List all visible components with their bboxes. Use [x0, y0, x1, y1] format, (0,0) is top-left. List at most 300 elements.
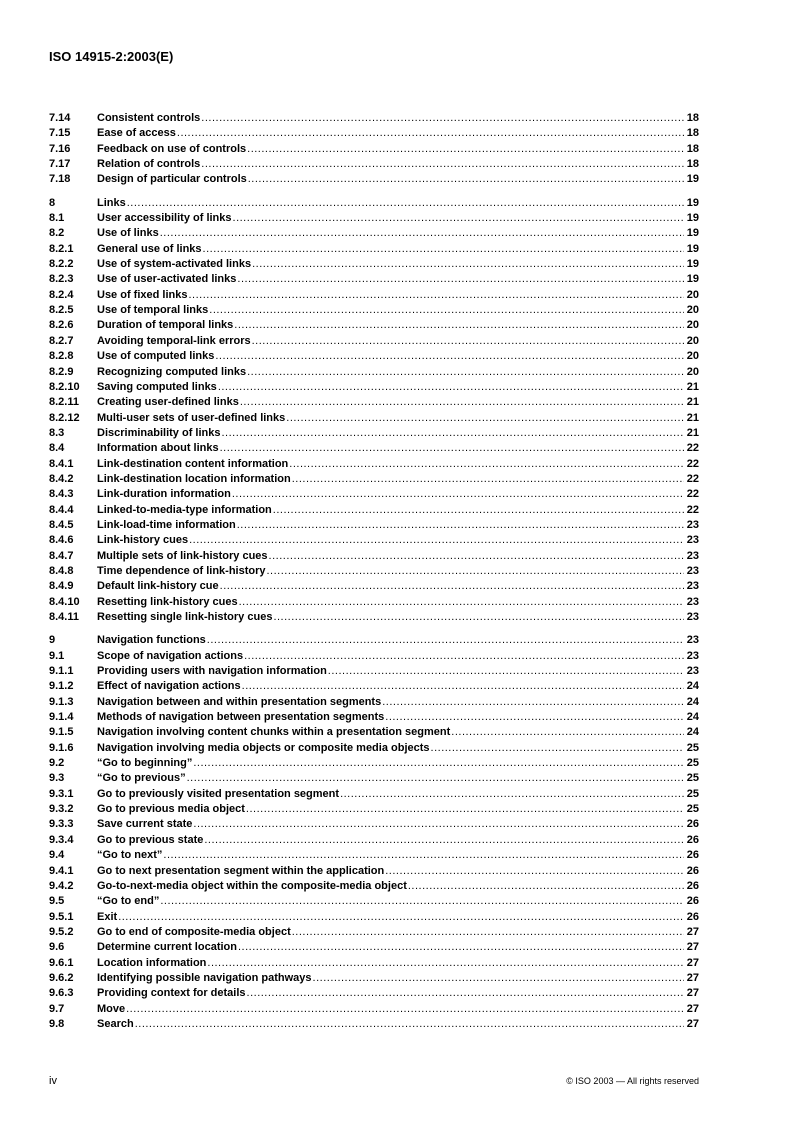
dot-leader [292, 925, 684, 940]
dot-leader [204, 833, 684, 848]
dot-leader [220, 441, 684, 456]
toc-entry-title: Methods of navigation between presentation segments [97, 711, 385, 724]
toc-entry-number: 9.3.4 [49, 833, 74, 846]
toc-entry-number: 8.2.8 [49, 350, 74, 363]
toc-entry-number: 8.4.3 [49, 488, 74, 501]
toc-entry-number: 9.1.1 [49, 665, 74, 678]
toc-entry-page: 19 [686, 212, 699, 225]
toc-entry-number: 9.1 [49, 649, 65, 662]
toc-entry-number: 8.4.10 [49, 595, 80, 608]
dot-leader [221, 426, 684, 441]
toc-entry-title: Link-history cues [97, 534, 189, 547]
toc-entry-number: 8.4.2 [49, 472, 74, 485]
toc-entry[interactable] [49, 771, 699, 786]
toc-entry-number: 9.1.3 [49, 695, 74, 708]
toc-entry-title: Go to previously visited presentation segment [97, 787, 340, 800]
toc-entry-number: 8.2.3 [49, 273, 74, 286]
toc-entry-title: Links [97, 196, 126, 209]
toc-entry-title: Location information [97, 956, 207, 969]
toc-entry-number: 8.2 [49, 227, 65, 240]
toc-entry-title: “Go to beginning” [97, 757, 193, 770]
dot-leader [247, 142, 684, 157]
toc-entry-number: 9.6.2 [49, 971, 74, 984]
toc-entry-title: Go to next presentation segment within the application [97, 864, 385, 877]
toc-entry-page: 20 [686, 365, 699, 378]
dot-leader [237, 272, 684, 287]
toc-entry[interactable] [49, 226, 699, 241]
toc-entry-title: User accessibility of links [97, 212, 232, 225]
toc-entry-page: 20 [686, 304, 699, 317]
toc-entry-page: 27 [686, 971, 699, 984]
toc-entry[interactable] [49, 242, 699, 257]
toc-entry-page: 18 [686, 127, 699, 140]
dot-leader [201, 111, 684, 126]
toc-entry[interactable] [49, 756, 699, 771]
page-number-footer: iv [49, 1075, 57, 1087]
toc-entry[interactable] [49, 971, 699, 986]
toc-entry[interactable] [49, 956, 699, 971]
toc-entry-page: 25 [686, 803, 699, 816]
toc-entry-number: 7.15 [49, 127, 71, 140]
toc-entry-title: Effect of navigation actions [97, 680, 241, 693]
toc-entry-number: 9.3 [49, 772, 65, 785]
dot-leader [135, 1017, 684, 1032]
toc-entry-number: 9.4 [49, 849, 65, 862]
toc-entry-number: 9 [49, 634, 56, 647]
toc-entry[interactable] [49, 564, 699, 579]
toc-entry-number: 9.1.4 [49, 711, 74, 724]
toc-entry-number: 9.1.6 [49, 741, 74, 754]
dot-leader [118, 910, 684, 925]
toc-entry-title: Recognizing computed links [97, 365, 247, 378]
toc-entry-page: 19 [686, 173, 699, 186]
toc-entry-title: Providing users with navigation information [97, 665, 327, 678]
toc-entry-title: Duration of temporal links [97, 319, 234, 332]
toc-entry-page: 26 [686, 818, 699, 831]
toc-entry-title: Feedback on use of controls [97, 142, 247, 155]
dot-leader [207, 956, 684, 971]
toc-entry[interactable] [49, 157, 699, 172]
toc-entry-number: 8.2.4 [49, 288, 74, 301]
toc-entry-number: 9.7 [49, 1002, 65, 1015]
toc-entry-page: 18 [686, 112, 699, 124]
toc-entry[interactable] [49, 741, 699, 756]
toc-entry-number: 9.5 [49, 895, 65, 908]
toc-entry-title: Design of particular controls [97, 173, 247, 186]
dot-leader [246, 802, 684, 817]
dot-leader [232, 487, 684, 502]
toc-entry-page: 25 [686, 757, 699, 770]
toc-entry[interactable] [49, 142, 699, 157]
toc-entry-number: 8.4.9 [49, 580, 74, 593]
dot-leader [248, 172, 684, 187]
toc-entry-page: 26 [686, 910, 699, 923]
dot-leader [244, 649, 684, 664]
toc-entry-title: Providing context for details [97, 987, 246, 1000]
toc-entry[interactable] [49, 925, 699, 940]
toc-entry-page: 21 [686, 380, 699, 393]
toc-entry-page: 19 [686, 196, 699, 209]
toc-entry-number: 9.8 [49, 1017, 65, 1030]
toc-entry-page: 26 [686, 895, 699, 908]
toc-entry-number: 8.2.12 [49, 411, 80, 424]
dot-leader [289, 457, 684, 472]
toc-entry[interactable] [49, 986, 699, 1001]
toc-entry-number: 7.14 [49, 112, 71, 124]
toc-entry-number: 8 [49, 196, 56, 209]
toc-entry-number: 9.6.1 [49, 956, 74, 969]
toc-entry-number: 8.4.11 [49, 611, 79, 623]
toc-entry[interactable] [49, 111, 699, 126]
toc-entry-title: Use of system-activated links [97, 258, 252, 271]
toc-entry[interactable] [49, 848, 699, 863]
toc-entry-title: “Go to next” [97, 849, 163, 862]
copyright-footer: © ISO 2003 — All rights reserved [566, 1076, 699, 1086]
toc-entry-number: 9.3.2 [49, 803, 74, 816]
toc-entry[interactable] [49, 817, 699, 832]
toc-entry-number: 9.6.3 [49, 987, 74, 1000]
toc-entry[interactable] [49, 196, 699, 211]
toc-entry[interactable] [49, 710, 699, 725]
toc-entry-page: 20 [686, 350, 699, 363]
toc-entry-title: Go to previous media object [97, 803, 245, 816]
toc-entry[interactable] [49, 395, 699, 410]
dot-leader [267, 564, 685, 579]
toc-entry-page: 23 [686, 534, 699, 547]
toc-entry-number: 8.3 [49, 426, 65, 439]
toc-entry-number: 9.6 [49, 941, 65, 954]
toc-entry-number: 9.1.2 [49, 680, 74, 693]
toc-entry-page: 20 [686, 288, 699, 301]
toc-entry-title: “Go to previous” [97, 772, 186, 785]
dot-leader [340, 787, 684, 802]
toc-entry-title: Link-destination content information [97, 457, 289, 470]
toc-entry-page: 25 [686, 787, 699, 800]
toc-entry[interactable] [49, 595, 699, 610]
toc-entry[interactable] [49, 633, 699, 648]
toc-entry-title: Navigation between and within presentation segments [97, 695, 382, 708]
toc-entry-page: 24 [686, 711, 699, 724]
dot-leader [451, 725, 684, 740]
toc-entry-title: Go-to-next-media object within the composite-media object [97, 879, 407, 892]
toc-entry-page: 21 [686, 426, 699, 439]
dot-leader [269, 549, 684, 564]
toc-entry-title: Ease of access [97, 127, 176, 140]
toc-entry[interactable] [49, 487, 699, 502]
toc-entry[interactable] [49, 695, 699, 710]
dot-leader [218, 380, 684, 395]
toc-entry-title: Link-destination location information [97, 472, 291, 485]
toc-entry-title: Saving computed links [97, 380, 217, 393]
toc-entry-page: 23 [686, 595, 699, 608]
toc-entry-title: Use of temporal links [97, 304, 209, 317]
toc-entry-page: 21 [686, 411, 699, 424]
toc-entry-number: 9.3.1 [49, 787, 74, 800]
dot-leader [193, 817, 684, 832]
dot-leader [242, 679, 684, 694]
toc-entry-number: 8.2.6 [49, 319, 74, 332]
toc-entry-title: Exit [97, 910, 118, 923]
toc-entry-page: 19 [686, 273, 699, 286]
dot-leader [313, 971, 684, 986]
toc-entry-page: 23 [686, 564, 699, 577]
toc-entry[interactable] [49, 649, 699, 664]
toc-entry-title: Resetting link-history cues [97, 595, 238, 608]
toc-entry[interactable] [49, 940, 699, 955]
toc-entry-page: 27 [686, 956, 699, 969]
toc-entry-title: General use of links [97, 242, 202, 255]
toc-entry-page: 19 [686, 227, 699, 240]
toc-entry[interactable] [49, 272, 699, 287]
toc-entry[interactable] [49, 679, 699, 694]
toc-entry-page: 24 [686, 695, 699, 708]
dot-leader [193, 756, 684, 771]
toc-entry-title: Discriminability of links [97, 426, 221, 439]
toc-entry[interactable] [49, 172, 699, 187]
toc-entry-page: 21 [686, 396, 699, 409]
toc-entry-title: Scope of navigation actions [97, 649, 244, 662]
dot-leader [187, 771, 684, 786]
toc-entry-title: Creating user-defined links [97, 396, 239, 409]
toc-entry-title: Use of fixed links [97, 288, 188, 301]
dot-leader [408, 879, 684, 894]
toc-entry-page: 24 [686, 726, 699, 739]
dot-leader [207, 633, 684, 648]
toc-entry-page: 23 [686, 549, 699, 562]
toc-entry[interactable] [49, 365, 699, 380]
toc-entry[interactable] [49, 318, 699, 333]
toc-entry-number: 8.2.7 [49, 334, 74, 347]
toc-entry-title: Consistent controls [97, 112, 201, 124]
toc-entry[interactable] [49, 787, 699, 802]
toc-entry-number: 8.2.11 [49, 396, 79, 409]
toc-entry[interactable] [49, 1002, 699, 1017]
dot-leader [160, 226, 684, 241]
toc-entry-title: Multi-user sets of user-defined links [97, 411, 286, 424]
toc-group [49, 633, 699, 1032]
toc-entry-page: 26 [686, 864, 699, 877]
toc-entry-title: Save current state [97, 818, 193, 831]
toc-entry-page: 22 [686, 472, 699, 485]
toc-entry-number: 8.4.1 [49, 457, 74, 470]
toc-entry-title: Navigation involving media objects or composite media objects [97, 741, 430, 754]
toc-entry-title: Identifying possible navigation pathways [97, 971, 312, 984]
dot-leader [239, 595, 684, 610]
toc-entry[interactable] [49, 441, 699, 456]
toc-entry-page: 20 [686, 334, 699, 347]
toc-entry-page: 26 [686, 833, 699, 846]
dot-leader [273, 610, 684, 625]
toc-entry-title: Link-load-time information [97, 518, 236, 531]
toc-entry[interactable] [49, 802, 699, 817]
toc-entry-page: 23 [686, 518, 699, 531]
toc-entry[interactable] [49, 879, 699, 894]
dot-leader [203, 242, 684, 257]
dot-leader [252, 334, 684, 349]
table-of-contents [49, 111, 699, 1032]
dot-leader [273, 503, 684, 518]
toc-entry-number: 8.1 [49, 212, 65, 225]
toc-entry-number: 8.2.1 [49, 242, 74, 255]
dot-leader [215, 349, 684, 364]
dot-leader [286, 411, 684, 426]
toc-entry[interactable] [49, 503, 699, 518]
toc-entry-title: Use of links [97, 227, 159, 240]
toc-entry[interactable] [49, 411, 699, 426]
toc-entry-page: 26 [686, 849, 699, 862]
dot-leader [220, 579, 684, 594]
toc-entry[interactable] [49, 518, 699, 533]
toc-entry-number: 7.16 [49, 142, 71, 155]
toc-entry-page: 23 [686, 580, 699, 593]
dot-leader [126, 1002, 684, 1017]
toc-entry-page: 22 [686, 488, 699, 501]
toc-entry-number: 9.1.5 [49, 726, 74, 739]
toc-entry-title: Go to end of composite-media object [97, 925, 291, 938]
dot-leader [385, 864, 684, 879]
dot-leader [160, 894, 684, 909]
dot-leader [382, 695, 684, 710]
toc-entry-page: 27 [686, 941, 699, 954]
toc-entry[interactable] [49, 426, 699, 441]
dot-leader [431, 741, 684, 756]
dot-leader [177, 126, 684, 141]
toc-entry-page: 22 [686, 503, 699, 516]
toc-entry-page: 25 [686, 772, 699, 785]
toc-entry-page: 25 [686, 741, 699, 754]
dot-leader [292, 472, 684, 487]
dot-leader [238, 940, 684, 955]
toc-entry-number: 8.4 [49, 442, 65, 455]
toc-entry-page: 24 [686, 680, 699, 693]
toc-entry-title: Resetting single link-history cues [97, 611, 273, 623]
toc-entry-title: Determine current location [97, 941, 237, 954]
toc-entry-title: Default link-history cue [97, 580, 219, 593]
toc-entry-number: 9.5.2 [49, 925, 74, 938]
toc-entry-number: 9.3.3 [49, 818, 74, 831]
toc-entry-page: 27 [686, 987, 699, 1000]
toc-entry-page: 22 [686, 457, 699, 470]
toc-entry-title: Information about links [97, 442, 219, 455]
toc-entry[interactable] [49, 910, 699, 925]
toc-entry-page: 27 [686, 1017, 699, 1030]
dot-leader [127, 196, 684, 211]
dot-leader [385, 710, 684, 725]
toc-entry-page: 27 [686, 1002, 699, 1015]
dot-leader [209, 303, 684, 318]
toc-entry-title: Multiple sets of link-history cues [97, 549, 268, 562]
toc-entry-title: Link-duration information [97, 488, 231, 501]
toc-entry[interactable] [49, 457, 699, 472]
toc-group [49, 196, 699, 626]
toc-entry-title: Search [97, 1017, 134, 1030]
toc-entry[interactable] [49, 126, 699, 141]
toc-entry-page: 27 [686, 925, 699, 938]
toc-entry-page: 23 [686, 611, 699, 623]
toc-entry-number: 9.5.1 [49, 910, 74, 923]
toc-entry[interactable] [49, 610, 699, 625]
dot-leader [237, 518, 684, 533]
toc-entry-page: 19 [686, 258, 699, 271]
toc-entry-title: “Go to end” [97, 895, 160, 908]
toc-entry-title: Navigation functions [97, 634, 206, 647]
toc-entry-number: 7.17 [49, 158, 71, 171]
dot-leader [328, 664, 684, 679]
toc-entry[interactable] [49, 833, 699, 848]
toc-entry-number: 8.4.6 [49, 534, 74, 547]
toc-entry[interactable] [49, 472, 699, 487]
toc-entry[interactable] [49, 533, 699, 548]
toc-entry[interactable] [49, 288, 699, 303]
toc-entry-number: 8.4.8 [49, 564, 74, 577]
toc-entry[interactable] [49, 664, 699, 679]
toc-entry[interactable] [49, 1017, 699, 1032]
toc-entry-title: Navigation involving content chunks within a presentation segment [97, 726, 451, 739]
toc-entry[interactable] [49, 549, 699, 564]
toc-entry-number: 9.4.1 [49, 864, 74, 877]
toc-entry-number: 8.4.5 [49, 518, 74, 531]
toc-entry-number: 8.4.4 [49, 503, 74, 516]
dot-leader [247, 365, 684, 380]
dot-leader [233, 211, 684, 226]
toc-entry[interactable] [49, 349, 699, 364]
toc-entry-page: 23 [686, 665, 699, 678]
dot-leader [189, 533, 684, 548]
dot-leader [240, 395, 684, 410]
toc-entry-number: 8.4.7 [49, 549, 74, 562]
toc-entry-number: 8.2.9 [49, 365, 74, 378]
toc-entry[interactable] [49, 725, 699, 740]
toc-entry[interactable] [49, 864, 699, 879]
toc-entry-number: 8.2.5 [49, 304, 74, 317]
toc-entry-title: Use of user-activated links [97, 273, 237, 286]
toc-entry[interactable] [49, 303, 699, 318]
toc-entry-number: 9.2 [49, 757, 65, 770]
dot-leader [247, 986, 684, 1001]
toc-entry[interactable] [49, 334, 699, 349]
toc-entry-page: 23 [686, 634, 699, 647]
toc-entry-title: Move [97, 1002, 126, 1015]
toc-entry-number: 7.18 [49, 173, 71, 186]
dot-leader [252, 257, 684, 272]
toc-entry-title: Relation of controls [97, 158, 201, 171]
toc-entry-title: Go to previous state [97, 833, 204, 846]
dot-leader [201, 157, 684, 172]
toc-entry[interactable] [49, 257, 699, 272]
dot-leader [163, 848, 684, 863]
toc-entry-number: 8.2.2 [49, 258, 74, 271]
toc-entry-title: Time dependence of link-history [97, 564, 266, 577]
toc-entry-page: 22 [686, 442, 699, 455]
document-header: ISO 14915-2:2003(E) [49, 49, 174, 64]
toc-entry-page: 20 [686, 319, 699, 332]
dot-leader [234, 318, 684, 333]
toc-entry-title: Use of computed links [97, 350, 215, 363]
toc-entry-page: 18 [686, 158, 699, 171]
toc-entry[interactable] [49, 894, 699, 909]
toc-entry[interactable] [49, 211, 699, 226]
toc-group [49, 111, 699, 188]
toc-entry[interactable] [49, 579, 699, 594]
toc-entry-number: 9.4.2 [49, 879, 74, 892]
toc-entry-page: 18 [686, 142, 699, 155]
toc-entry-number: 8.2.10 [49, 380, 80, 393]
toc-entry[interactable] [49, 380, 699, 395]
dot-leader [188, 288, 684, 303]
toc-entry-page: 19 [686, 242, 699, 255]
toc-entry-title: Linked-to-media-type information [97, 503, 272, 516]
toc-entry-page: 23 [686, 649, 699, 662]
